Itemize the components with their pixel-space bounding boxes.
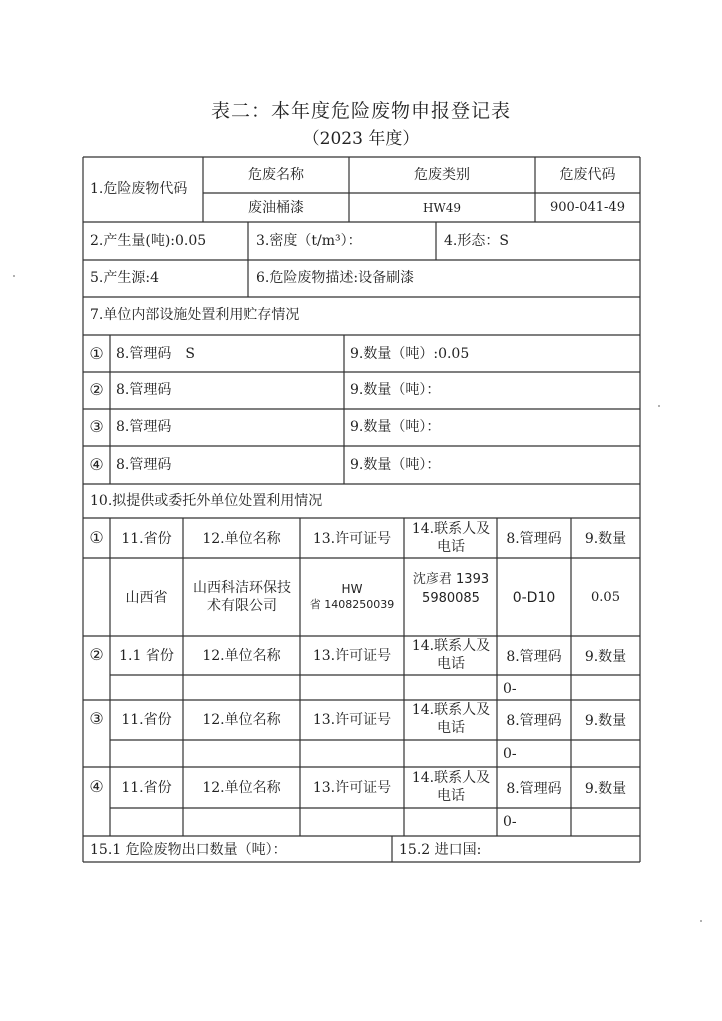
contact-phone-header: 14.联系人及电话 [411,702,491,736]
waste-name-header: 危废名称 [248,167,304,183]
province-header: 11.省份 [121,712,172,728]
row-number: ④ [89,455,104,474]
license-number-header: 13.许可证号 [312,531,392,547]
scan-speck [700,920,702,922]
hazardous-waste-code-label: 1.危险废物代码 [90,181,188,197]
management-code-value: 0-D10 [512,590,556,606]
export-quantity: 15.1 危险废物出口数量（吨）： [90,842,287,858]
row-number: ① [89,344,104,363]
waste-description: 6.危险废物描述:设备刷漆 [256,270,415,286]
license-number-header: 13.许可证号 [312,648,392,664]
contact-phone-header: 14.联系人及电话 [411,638,491,672]
unit-name-header: 12.单位名称 [202,712,281,728]
management-code-value: 0- [503,746,517,762]
block-number: ④ [89,777,104,796]
province-value: 山西省 [125,590,168,606]
scan-speck [658,405,660,407]
license-number-header: 13.许可证号 [312,712,392,728]
import-country: 15.2 进口国: [399,842,482,858]
scan-speck [13,275,15,277]
page-title: 表二：本年度危险废物申报登记表 [210,100,511,122]
row-number: ② [89,380,104,399]
province-header: 11.省份 [121,780,172,796]
contact-phone-header: 14.联系人及电话 [411,770,491,804]
management-code: 8.管理码 [116,382,172,398]
density: 3.密度（t/m³）： [256,233,362,249]
quantity-header: 9.数量 [584,649,627,665]
quantity-tons: 9.数量（吨）： [350,382,441,398]
quantity-tons: 9.数量（吨）： [350,419,441,435]
waste-code-header: 危废代码 [559,167,616,183]
management-code-value: 0- [503,681,517,697]
management-code-header: 8.管理码 [506,781,562,797]
quantity-header: 9.数量 [584,531,627,547]
management-code-header: 8.管理码 [506,713,562,729]
management-code-header: 8.管理码 [506,649,562,665]
block-number: ① [89,528,104,547]
block-number: ② [89,645,104,664]
province-header: 11.省份 [121,531,172,547]
generation-source: 5.产生源:4 [90,270,159,286]
contact-phone-header: 14.联系人及电话 [411,521,491,555]
page-subtitle: （2023 年度） [302,129,420,149]
management-code-value: 0- [503,814,517,830]
waste-category-header: 危废类别 [414,167,470,183]
physical-form: 4.形态：S [444,233,509,249]
license-number-line1: HW [341,582,363,596]
quantity-header: 9.数量 [584,713,627,729]
unit-name-value: 山西科洁环保技术有限公司 [193,580,291,614]
management-code: 8.管理码 [116,419,172,435]
management-code-header: 8.管理码 [506,531,562,547]
waste-category-value: HW49 [422,201,462,215]
quantity-value: 0.05 [591,590,620,605]
unit-name-header: 12.单位名称 [202,648,281,664]
section-10-title: 10.拟提供或委托外单位处置利用情况 [90,493,323,509]
row-number: ③ [89,417,104,436]
quantity-tons: 9.数量（吨）： [350,457,441,473]
license-number-line2: 省 1408250039 [309,598,395,611]
quantity-tons: 9.数量（吨）:0.05 [350,346,470,362]
waste-name-value: 废油桶漆 [248,200,304,216]
license-number-header: 13.许可证号 [312,780,392,796]
waste-code-value: 900-041-49 [550,200,625,215]
unit-name-header: 12.单位名称 [202,780,281,796]
province-header: 1.1 省份 [119,648,174,664]
output-quantity: 2.产生量(吨):0.05 [90,233,207,249]
contact-phone-value: 沈彦君 13935980085 [412,572,490,606]
section-7-title: 7.单位内部设施处置利用贮存情况 [90,307,300,323]
management-code: 8.管理码 S [116,346,195,362]
unit-name-header: 12.单位名称 [202,531,281,547]
management-code: 8.管理码 [116,457,172,473]
quantity-header: 9.数量 [584,781,627,797]
block-number: ③ [89,709,104,728]
